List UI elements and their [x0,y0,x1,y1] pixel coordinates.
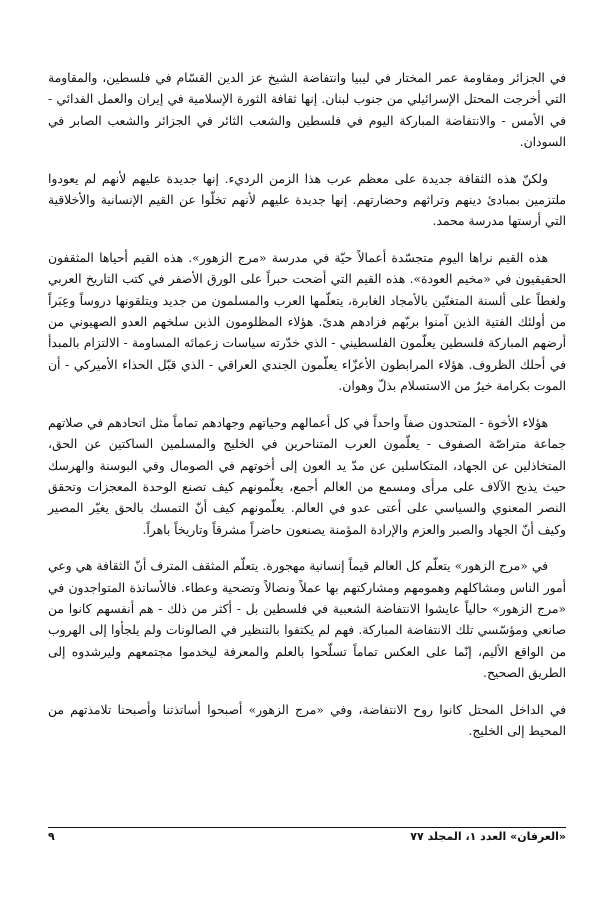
paragraph-5: في «مرج الزهور» يتعلّم كل العالم قيماً إنسانية مهجورة. يتعلّم المثقف المترف أنّ الثقافة هي وعي أمور الناس ومشاكلهم وهمومهم ومشاركتهم بها عملاً ونضالاً وتضحية وعطاء. فالأساتذة المتواجدون في «مرج الزهور» حالياً عايشوا الانتفاضة الشعبية في فلسطين بل - أكثر من ذلك - هم أنفسهم كانوا من صانعي ومؤسّسي تلك الانتفاضة المباركة. فهم لم يكتفوا بالتنظير في الصالونات ولم يلجأوا إلى الهروب من الواقع الأليم، إنّما على العكس تماماً تسلّحوا بالعلم والمعرفة ليخدموا مجتمعهم وليرشدوه إلى الطريق الصحيح. [48,559,566,681]
paragraph-4: هؤلاء الأخوة - المتحدون صفاً واحداً في كل أعمالهم وحياتهم وجهادهم تماماً مثل اتحادهم في صلاتهم جماعة متراصّة الصفوف - يعلّمون العرب المتناحرين في الخليج والمسلمين الساكتين عن الحق، المتخاذلين عن الجهاد، المتكاسلين عن مدّ يد العون إلى أخوتهم في الصومال وفي البوسنة والهرسك حيث يذبح الآلاف على مرأى ومسمع من العالم أجمع، يعلّمونهم كيف تصنع الوحدة المعجزات وتحقق النصر المعنوي والسياسي على أعتى عدو في العالم. يعلّمونهم كيف أنّ التمسك بالحق يغيّر المصير وكيف أنّ الجهاد والصبر والعزم والإرادة المؤمنة يصنعون حاضراً مشرقاً وتاريخاً باهراً. [48,415,566,537]
paragraph-2: ولكنّ هذه الثقافة جديدة على معظم عرب هذا الزمن الرديء. إنها جديدة عليهم لأنهم لم يعودوا ملتزمين بمبادئ دينهم وتراثهم وحضارتهم. إنها جديدة عليهم لأنهم تخلّوا عن القيم الإنسانية والأخلاقية التي أرستها مدرسة محمد. [48,171,566,229]
paragraph-3: هذه القيم نراها اليوم متجسّدة أعمالاً حيّة في مدرسة «مرج الزهور». هذه القيم أحياها المثقفون الحقيقيون في «مخيم العودة». هذه القيم التي أضحت حبراً على الورق الأصفر في كتب التاريخ العربي ولغطاً على ألسنة المتغنّين بالأمجاد الغابرة، يتعلّمها العرب والمسلمون من جديد ويتلقونها دروساً وعِبَراً من أولئك الفتية الذين آمنوا بربّهم فزادهم هدىً. هؤلاء المظلومون الذين سلخهم العدو الصهيوني من أرضهم المباركة فلسطين يعلّمون الفلسطيني - الذي خدّرته سياسات زعمائه المساومة - الالتزام بالمبدأ في أحلك الظروف. هؤلاء المرابطون الأعزّاء يعلّمون الجندي العراقي - الذي قبّل الحذاء الأميركي - أن الموت بكرامة خيرٌ من الاستسلام بذلّ وهوان. [48,250,566,394]
page-footer [48,827,566,846]
paragraph-1: في الجزائر ومقاومة عمر المختار في ليبيا وانتفاضة الشيخ عز الدين القسّام في فلسطين، والمقاومة التي أخرجت المحتل الإسرائيلي من جنوب لبنان. إنها ثقافة الثورة الإسلامية في إيران والعمل الفدائي - في الأمس - والانتفاضة المباركة اليوم في فلسطين والشعب الثائر في الجزائر والشعب الصابر في السودان. [48,71,566,150]
paragraph-6: في الداخل المحتل كانوا روح الانتفاضة، وفي «مرج الزهور» أصبحوا أساتذتنا وأصبحنا تلامذتهم من المحيط إلى الخليج. [48,702,566,738]
article-body [48,68,566,868]
page-number: ٩ [48,830,55,843]
journal-citation: «العرفان» العدد ١، المجلد ٧٧ [410,830,566,843]
